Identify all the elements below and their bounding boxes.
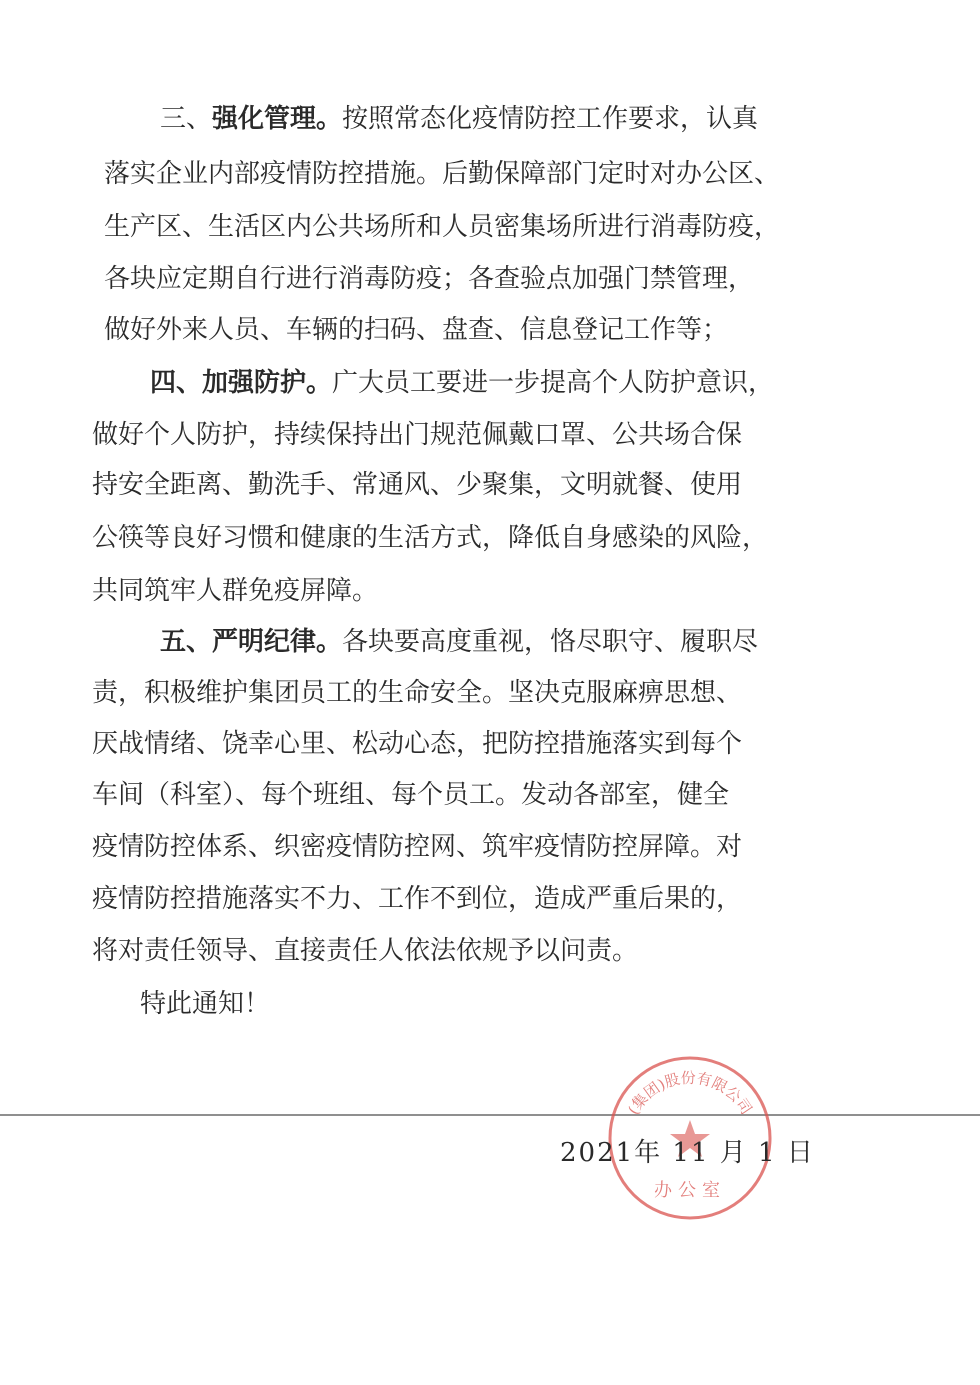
document-date: 2021年 11 月 1 日 bbox=[560, 1138, 815, 1168]
p4-line-3 bbox=[92, 468, 804, 502]
p3-text-2: 落实企业内部疫情防控措施。后勤保障部门定时对办公区、 bbox=[104, 159, 781, 189]
p5-line-2 bbox=[92, 676, 804, 710]
p5-text-6: 疫情防控措施落实不力、工作不到位，造成严重后果的， bbox=[92, 884, 743, 914]
p3-text-4: 各块应定期自行进行消毒防疫；各查验点加强门禁管理， bbox=[104, 264, 755, 294]
p4-line-2 bbox=[92, 418, 804, 452]
p4-line-5 bbox=[92, 574, 382, 608]
p3-text-1: 按照常态化疫情防控工作要求，认真 bbox=[342, 104, 759, 134]
p5-line-6 bbox=[92, 882, 804, 916]
p3-line-1 bbox=[160, 102, 820, 136]
p5-text-1: 各块要高度重视，恪尽职守、履职尽 bbox=[342, 627, 759, 657]
p4-text-1: 广大员工要进一步提高个人防护意识， bbox=[332, 368, 775, 398]
p4-text-2: 做好个人防护，持续保持出门规范佩戴口罩、公共场合保 bbox=[92, 420, 743, 450]
p5-line-4 bbox=[92, 778, 804, 812]
p5-heading-bold: 五、严明纪律。 bbox=[160, 627, 343, 657]
p4-text-5: 共同筑牢人群免疫屏障。 bbox=[92, 576, 379, 606]
p5-text-5: 疫情防控体系、织密疫情防控网、筑牢疫情防控屏障。对 bbox=[92, 832, 743, 862]
p3-heading: 三、 bbox=[160, 104, 213, 134]
p5-line-7 bbox=[92, 934, 664, 968]
seal-top-text: (集团)股份有限公司 bbox=[624, 1068, 756, 1118]
p5-text-3: 厌战情绪、饶幸心里、松动心态，把防控措施落实到每个 bbox=[92, 729, 743, 759]
closing-text: 特此通知！ bbox=[140, 989, 271, 1019]
p3-line-5 bbox=[104, 313, 786, 347]
p4-line-1 bbox=[150, 366, 820, 400]
p4-heading-bold: 四、加强防护。 bbox=[150, 368, 333, 398]
p5-text-7: 将对责任领导、直接责任人依法依规予以问责。 bbox=[92, 936, 639, 966]
p3-text-3: 生产区、生活区内公共场所和人员密集场所进行消毒防疫， bbox=[104, 212, 781, 242]
p4-text-4: 公筷等良好习惯和健康的生活方式，降低自身感染的风险， bbox=[92, 523, 769, 553]
p5-line-5 bbox=[92, 830, 804, 864]
horizontal-rule bbox=[0, 1114, 980, 1116]
p4-line-4 bbox=[92, 521, 820, 555]
p5-text-2: 责，积极维护集团员工的生命安全。坚决克服麻痹思想、 bbox=[92, 678, 743, 708]
p3-line-2 bbox=[104, 157, 824, 191]
p3-text-5: 做好外来人员、车辆的扫码、盘查、信息登记工作等； bbox=[104, 315, 729, 345]
p5-text-4: 车间（科室）、每个班组、每个员工。发动各部室，健全 bbox=[92, 780, 730, 810]
p5-line-3 bbox=[92, 727, 804, 761]
p4-text-3: 持安全距离、勤洗手、常通风、少聚集，文明就餐、使用 bbox=[92, 470, 743, 500]
p3-line-4 bbox=[104, 262, 816, 296]
closing-line bbox=[140, 987, 280, 1021]
p5-line-1 bbox=[160, 625, 816, 659]
p3-line-3 bbox=[104, 210, 824, 244]
seal-bottom-text: 办公室 bbox=[654, 1180, 726, 1201]
p3-heading-bold: 强化管理。 bbox=[212, 104, 343, 134]
